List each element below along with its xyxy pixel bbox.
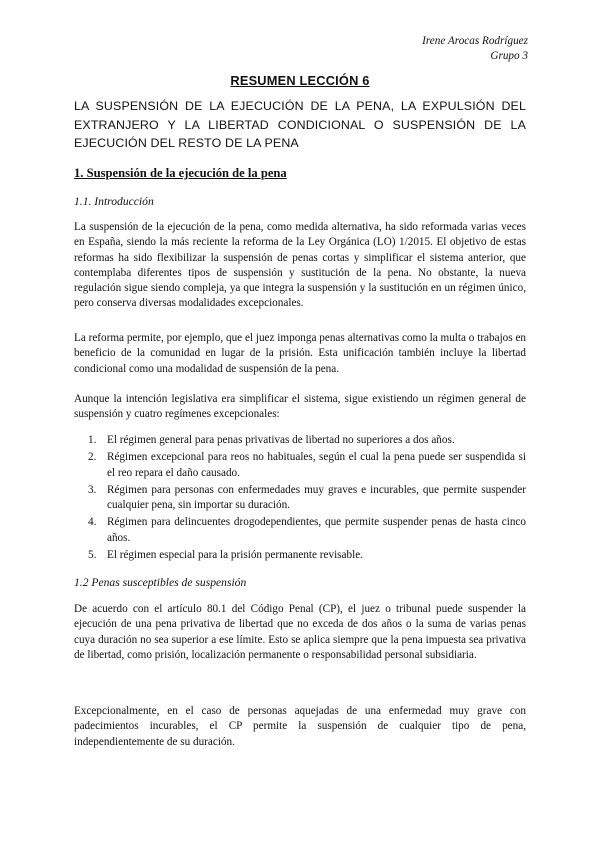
- list-number: 5.: [88, 549, 97, 562]
- list-text: Régimen para personas con enfermedades muy graves e incurables, que permite suspender cualquier pena, sin importar su duración.: [107, 483, 526, 512]
- paragraph-intro-3: Aunque la intención legislativa era simplificar el sistema, sigue existiendo un régimen general de suspensión y cuatro regímenes excepcionales:: [74, 393, 526, 421]
- list-text: El régimen especial para la prisión permanente revisable.: [107, 549, 363, 562]
- list-text: Régimen para delincuentes drogodependientes, que permite suspender penas de hasta cinco años.: [107, 516, 526, 544]
- regimes-list: [74, 433, 526, 563]
- list-item: [74, 450, 526, 481]
- paragraph-intro-2: La reforma permite, por ejemplo, que el juez imponga penas alternativas como la multa o trabajos en beneficio de la comunidad en lugar de la prisión. Esta unificación también incluye la libertad condicional como una modalidad de suspensión de la pena.: [74, 332, 526, 375]
- group-label: Grupo 3: [490, 50, 528, 62]
- author-name: Irene Arocas Rodríguez: [422, 35, 528, 47]
- page-header: [422, 34, 528, 64]
- document-title: RESUMEN LECCIÓN 6: [230, 73, 370, 88]
- list-item: [74, 433, 526, 448]
- paragraph-intro-1: La suspensión de la ejecución de la pena, como medida alternativa, ha sido reformada varias veces en España, siendo la más reciente la reforma de la Ley Orgánica (LO) 1/2015. El objetivo de estas reformas ha sido flexibilizar la suspensión de penas cortas y simplificar el sistema anterior, que contemplaba diferentes tipos de suspensión y sustitución de la pena. No obstante, la nueva regulación sigue siendo compleja, ya que integra la suspensión y la sustitución en un régimen único, pero conserva diversas modalidades excepcionales.: [74, 221, 526, 310]
- list-number: 1.: [88, 434, 97, 446]
- list-number: 4.: [88, 516, 97, 529]
- paragraph-penalties-2: Excepcionalmente, en el caso de personas aquejadas de una enfermedad muy grave con padecimientos incurables, el CP permite la suspensión de cualquier tipo de pena, independientemente de su duración.: [74, 705, 526, 748]
- document-subtitle: LA SUSPENSIÓN DE LA EJECUCIÓN DE LA PENA, LA EXPULSIÓN DEL EXTRANJERO Y LA LIBERTAD CONDICIONAL O SUSPENSIÓN DE LA EJECUCIÓN DEL RESTO DE LA PENA: [74, 99, 526, 150]
- list-item: [74, 483, 526, 514]
- subsection-1-2-heading: 1.2 Penas susceptibles de suspensión: [74, 576, 247, 589]
- section-1-heading: 1. Suspensión de la ejecución de la pena: [74, 166, 287, 180]
- list-item: [74, 515, 526, 546]
- list-text: El régimen general para penas privativas de libertad no superiores a dos años.: [107, 434, 455, 446]
- list-item: [74, 548, 526, 563]
- subsection-1-1-heading: 1.1. Introducción: [74, 195, 154, 208]
- list-text: Régimen excepcional para reos no habituales, según el cual la pena puede ser suspendida si el reo repara el daño causado.: [107, 451, 526, 479]
- list-number: 3.: [88, 483, 97, 496]
- paragraph-penalties-1: De acuerdo con el artículo 80.1 del Código Penal (CP), el juez o tribunal puede suspender la ejecución de una pena privativa de libertad que no exceda de dos años o la suma de varias penas cuya duración no sea superior a ese límite. Esto se aplica siempre que la pena impuesta sea privativa de libertad, como prisión, localización permanente o responsabilidad personal subsidiaria.: [74, 603, 526, 661]
- list-number: 2.: [88, 451, 97, 464]
